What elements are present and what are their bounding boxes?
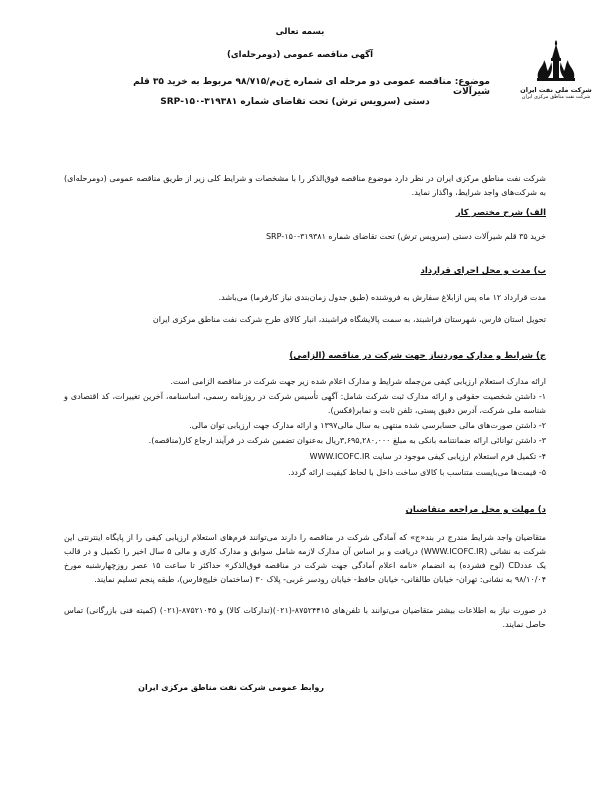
section-c-title-text: ج) شرایط و مدارک موردنیاز جهت شرکت در مناقصه (الزامی): [289, 351, 546, 361]
section-c-title: [260, 351, 546, 361]
section-c-item-1: ۱- داشتن شخصیت حقوقی و ارائه مدارک ثبت شرکت شامل: آگهی تأسیس شرکت در روزنامه رسمی، اساسنامه، آخرین تغییرات، کد اقتصادی و شناسه ملی شرکت، آدرس دقیق پستی، تلفن ثابت و نمابر(فکس).: [64, 392, 546, 415]
section-a-title-text: الف) شرح مختصر کار: [455, 208, 546, 218]
section-b-line-2: تحویل استان فارس، شهرستان فراشبند، به سمت پالایشگاه فراشبند، انبار کالای طرح شرکت نفت مناطق مرکزی ایران: [152, 315, 546, 324]
section-c-item-5: ۵- قیمت‌ها می‌بایست متناسب با کالای ساخت داخل با لحاظ کیفیت ارائه گردد.: [288, 468, 546, 477]
section-d-title-text: د) مهلت و محل مراجعه متقاضیان: [405, 505, 546, 515]
section-a-text: خرید ۳۵ قلم شیرآلات دستی (سرویس ترش) تحت تقاضای شماره ۳۱۹۳۸۱-۱۵۰-SRP: [265, 232, 546, 241]
nioc-flame-icon: [534, 40, 578, 82]
section-b-line-1: مدت قرارداد ۱۲ ماه پس ازابلاغ سفارش به فروشنده (طبق جدول زمان‌بندی نیاز کارفرما) می‌باشد.: [218, 293, 546, 302]
section-c-item-4: ۴- تکمیل فرم استعلام ارزیابی کیفی موجود در سایت WWW.ICOFC.IR: [309, 452, 546, 461]
subject-line-2: دستی (سرویس ترش) تحت تقاضای شماره ۳۱۹۳۸۱-۱۵۰-SRP: [160, 97, 430, 107]
intro-paragraph: شرکت نفت مناطق مرکزی ایران در نظر دارد موضوع مناقصه فوق‌الذکر را با مشخصات و شرایط کلی زیر از طریق مناقصه عمومی (دومرحله‌ای) به شرکت‌های واجد شرایط، واگذار نماید.: [64, 174, 546, 197]
logo-company-subtitle: شرکت نفت مناطق مرکزی ایران: [521, 94, 591, 100]
section-d-title: [380, 505, 546, 515]
section-d-contact: در صورت نیاز به اطلاعات بیشتر متقاضیان می‌توانند با تلفن‌های ۸۷۵۲۴۴۱۵-(۰۲۱)(تدارکات کالا) و ۸۷۵۲۱۰۴۵-(۰۲۱) (کمیته فنی بازرگانی) تماس حاصل نمایند.: [64, 606, 547, 629]
logo-company-name: شرکت ملی نفت ایران: [520, 86, 592, 94]
section-c-intro: ارائه مدارک استعلام ارزیابی کیفی من‌جمله شرایط و مدارک اعلام شده زیر جهت شرکت در مناقصه الزامی است.: [170, 377, 546, 386]
section-a-title: [380, 208, 546, 218]
nioc-logo: [520, 40, 592, 101]
section-d-paragraph: متقاضیان واجد شرایط مندرج در بند«ج» که آمادگی شرکت در مناقصه را دارند می‌توانند فرم‌های استعلام ارزیابی کیفی را از پایگاه اینترنتی این شرکت به نشانی (WWW.ICOFC.IR) دریافت و بر اساس آن مدارک لازمه شامل سوابق و مدارک کاری و مالی ۵ سال اخیر را تکمیل و در قالب یک عددCD (لوح فشرده) به انضمام «نامه اعلام آمادگی جهت شرکت در مناقصه فوق‌الذکر» حداکثر تا ساعت ۱۵ عصر روزچهارشنبه مورخ ۹۸/۱۰/۰۴ به نشانی: تهران- خیابان طالقانی- خیابان حافظ- خیابان رودسر غربی- پلاک ۳۰ (ساختمان خلیج‌فارس)، طبقه پنجم تسلیم نمایند.: [64, 533, 547, 584]
section-b-title-text: ب) مدت و محل اجرای قرارداد: [420, 266, 546, 276]
notice-title: آگهی مناقصه عمومی (دومرحله‌ای): [226, 50, 374, 60]
section-c-item-3: ۳- داشتن توانائی ارائه ضمانتنامه بانکی به مبلغ ۳,۶۹۵,۲۸۰,۰۰۰ریال به‌عنوان تضمین شرکت در فرآیند ارجاع کار(مناقصه).: [148, 436, 546, 445]
section-c-item-2: ۲- داشتن صورت‌های مالی حسابرسی شده منتهی به سال مالی۱۳۹۷ و ارائه مدارک جهت ارزیابی توان مالی.: [189, 421, 546, 430]
section-b-title: [380, 266, 546, 276]
bismillah: بسمه تعالی: [275, 27, 325, 37]
footer-signature: روابط عمومی شرکت نفت مناطق مرکزی ایران: [138, 683, 324, 692]
subject-line-1: موضوع: مناقصه عمومی دو مرحله ای شماره خ‌ن‌م/۹۸/۷۱۵ مربوط به خرید ۳۵ قلم شیرآلات: [133, 77, 490, 97]
